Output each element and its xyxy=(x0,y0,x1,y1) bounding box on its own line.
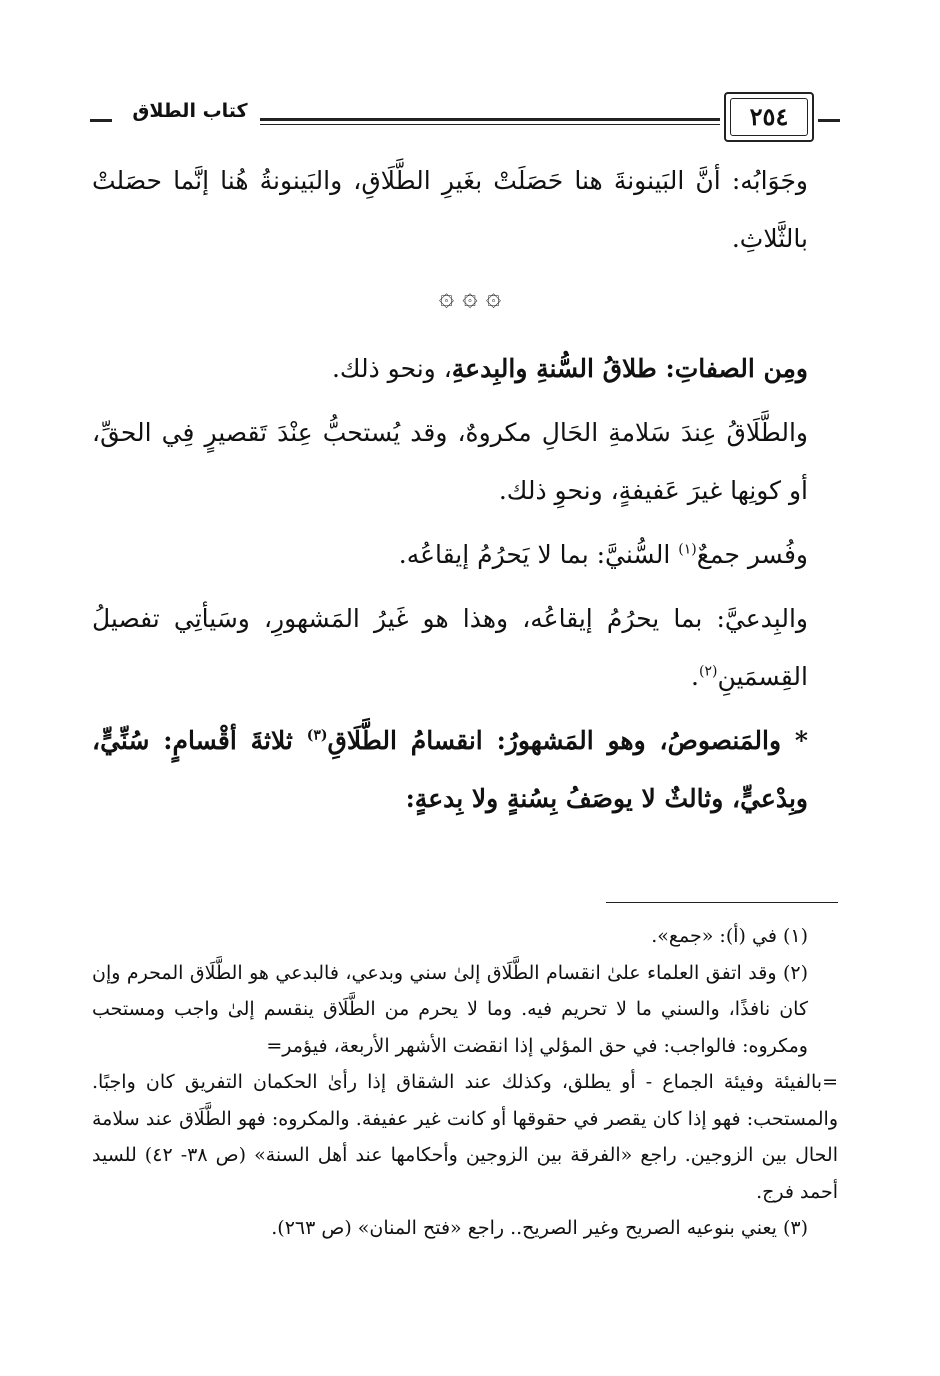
three-kinds-b: ثلاثةَ أقْسامٍ: سُنِّيٍّ، وبِدْعيٍّ، وثالثٌ لا يوصَفُ بِسُنةٍ ولا بِدعةٍ: xyxy=(92,726,808,813)
sunni-def-b: السُّنيَّ: بما لا يَحرُمُ إيقاعُه. xyxy=(398,540,679,569)
attributes-rest: ، ونحو ذلك. xyxy=(331,354,452,383)
page-number: ٢٥٤ xyxy=(749,102,789,131)
paragraph-1-block xyxy=(92,152,838,268)
sunni-def-a: وفُسر جمعٌ xyxy=(696,540,808,569)
header-rule xyxy=(260,118,720,121)
footnote-separator xyxy=(606,902,838,903)
footnote-3: (٣) يعني بنوعيه الصريح وغير الصريح.. راجع «فتح المنان» (ص ٢٦٣). xyxy=(271,1217,808,1239)
page-number-frame xyxy=(724,92,814,142)
header-rule-right xyxy=(818,119,840,122)
attributes-heading: ومِن الصفاتِ: طلاقُ السُّنةِ والبِدعةِ xyxy=(451,354,808,383)
paragraph-divorce-ruling: والطَّلَاقُ عِندَ سَلامةِ الحَالِ مكروهٌ، وقد يُستحبُّ عِنْدَ تَقصيرٍ فِي الحقِّ، أو كونِها غيرَ عَفيفةٍ، ونحوِ ذلك. xyxy=(92,418,808,505)
footnote-2: (٢) وقد اتفق العلماء علىٰ انقسام الطَّلَاق إلىٰ سني وبدعي، فالبدعي هو الطَّلَاق المحرم وإن كان نافذًا، والسني ما لا تحريم فيه. وما لا يحرم من الطَّلَاق ينقسم إلىٰ واجب ومستحب ومكروه: فالواجب: في حق المؤلي إذا انقضت الأشهر الأربعة، فيؤمر= xyxy=(92,961,808,1057)
running-title: كتاب الطلاق xyxy=(132,100,248,122)
paragraph-three-kinds xyxy=(92,712,838,828)
bidi-def-a: والبِدعيَّ: بما يحرُمُ إيقاعُه، وهذا هو غَيرُ المَشهورِ، وسَيأتِي تفصيلُ القِسمَينِ xyxy=(92,604,808,691)
footnote-1: (١) في (أ): «جمع». xyxy=(651,925,808,947)
header-rule-left xyxy=(90,119,112,122)
footnotes xyxy=(92,918,838,1247)
paragraph-answer: وجَوَابُه: أنَّ البَينونةَ هنا حَصَلَتْ بغَيرِ الطَّلَاقِ، والبَينونةُ هُنا إنَّما حصَلتْ بالثَّلاثِ. xyxy=(92,166,808,253)
footnote-2-continued: =بالفيئة وفيئة الجماع - أو يطلق، وكذلك عند الشقاق إذا رأىٰ الحكمان التفريق كان واجبًا. والمستحب: فهو إذا كان يقصر في حقوقها أو كانت غير عفيفة. والمكروه: فهو الطَّلَاق عند سلامة الحال بين الزوجين. راجع «الفرقة بين الزوجين وأحكامها عند أهل السنة» (ص ٣٨- ٤٢) للسيد أحمد فرج. xyxy=(92,1071,839,1203)
footnote-ref-2[interactable]: (٢) xyxy=(698,663,718,680)
page-header xyxy=(90,92,840,148)
footnote-ref-3[interactable]: (٣) xyxy=(306,727,328,744)
bidi-def-b: . xyxy=(691,662,699,691)
main-text xyxy=(92,340,838,828)
paragraph-sunni-def xyxy=(92,526,838,584)
paragraph-bidi-def xyxy=(92,590,838,706)
footnote-ref-1[interactable]: (١) xyxy=(678,541,697,558)
paragraph-attributes xyxy=(92,340,838,398)
three-kinds-a: * والمَنصوصُ، وهو المَشهورُ: انقسامُ الطَّلَاقِ xyxy=(327,726,808,755)
section-ornament: ۞ ۞ ۞ xyxy=(438,282,502,312)
